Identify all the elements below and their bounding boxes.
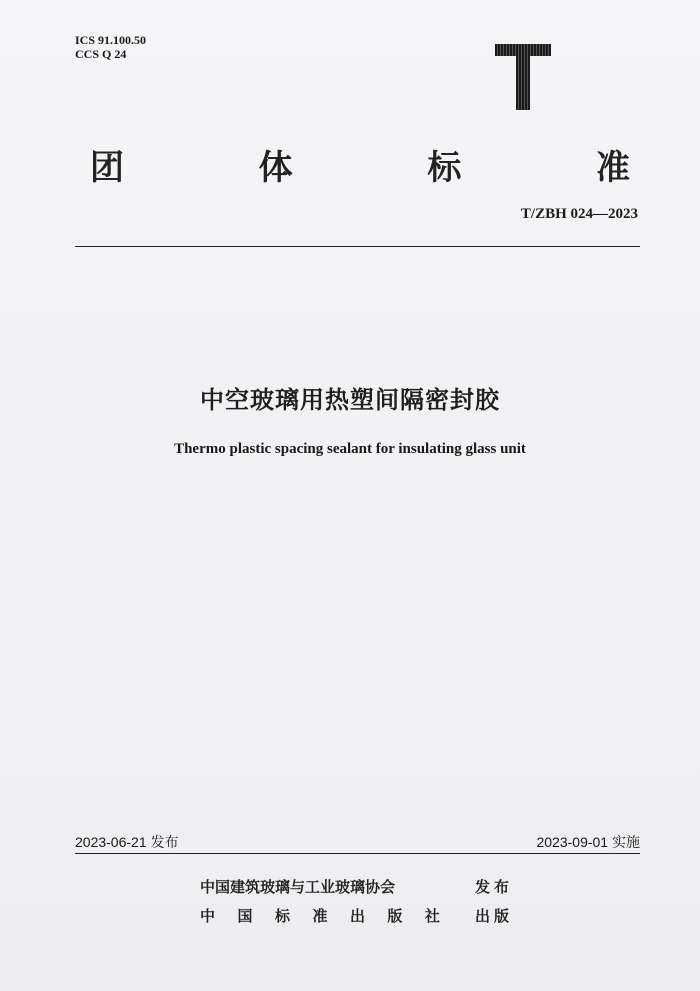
logo-stem bbox=[516, 56, 530, 110]
publisher-row bbox=[200, 905, 514, 926]
ics-code: ICS 91.100.50 bbox=[75, 33, 147, 47]
publisher-name-char: 中 bbox=[200, 907, 216, 925]
publisher-name-char: 标 bbox=[274, 907, 290, 925]
t-standard-logo bbox=[495, 44, 551, 110]
issue-date: 2023-06-21 发布 bbox=[75, 834, 179, 850]
title-english: Thermo plastic spacing sealant for insulating glass unit bbox=[174, 441, 526, 457]
standard-type-heading bbox=[90, 140, 630, 189]
publisher-action: 出版 bbox=[475, 907, 514, 925]
publisher-name bbox=[200, 905, 440, 926]
publisher-name-char: 版 bbox=[387, 907, 403, 925]
publisher-name-char: 出 bbox=[349, 907, 365, 925]
top-divider bbox=[75, 246, 640, 247]
standard-type-char: 团 bbox=[90, 148, 124, 188]
implementation-date: 2023-09-01 实施 bbox=[536, 834, 640, 850]
classification-codes bbox=[75, 33, 146, 61]
standard-type-char: 准 bbox=[595, 148, 630, 188]
standard-number: T/ZBH 024—2023 bbox=[520, 206, 638, 222]
publisher-row bbox=[200, 876, 514, 897]
publisher-name-char: 准 bbox=[312, 907, 328, 925]
publisher-name-char: 社 bbox=[424, 907, 440, 925]
standard-type-char: 体 bbox=[258, 148, 293, 188]
standard-type-char: 标 bbox=[427, 148, 462, 188]
title-chinese: 中空玻璃用热塑间隔密封胶 bbox=[200, 386, 500, 414]
logo-bar bbox=[495, 44, 551, 56]
bottom-divider bbox=[75, 853, 640, 854]
publisher-name: 中国建筑玻璃与工业玻璃协会 bbox=[200, 878, 396, 896]
publisher-name-char: 国 bbox=[237, 907, 253, 925]
publisher-action: 发布 bbox=[475, 878, 514, 896]
ccs-code: CCS Q 24 bbox=[75, 47, 127, 61]
